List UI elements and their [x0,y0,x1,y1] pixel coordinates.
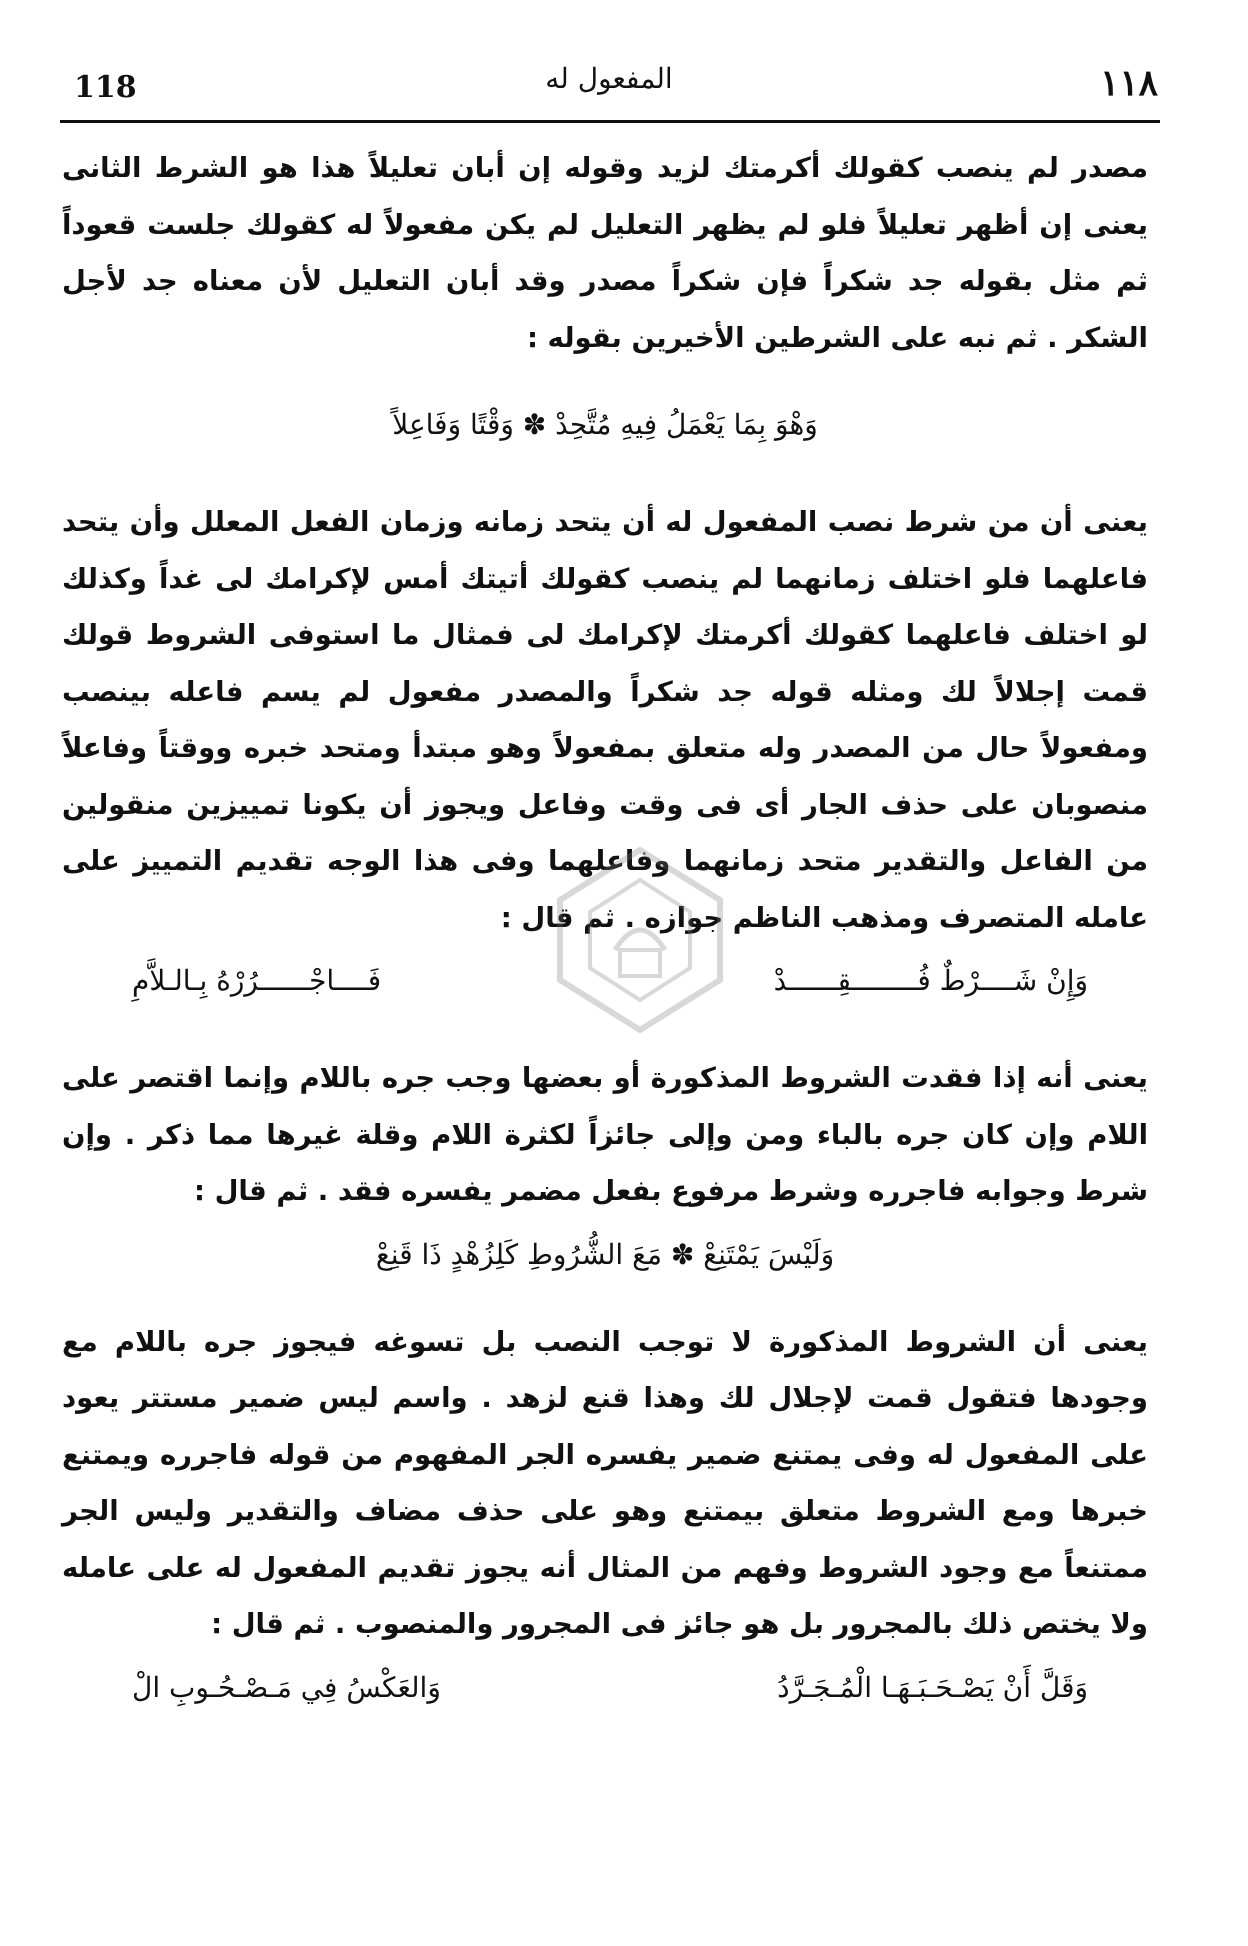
verse-4-second-hemistich: وَالعَكْسُ فِي مَـصْـحُـوبِ الْ [132,1670,441,1704]
header-rule [60,120,1160,123]
verse-4 [62,1653,1148,1723]
paragraph-1: مصدر لم ينصب كقولك أكرمتك لزيد وقوله إن أبان تعليلاً هذا هو الشرط الثانى يعنى إن أظهر تعليلاً فلو لم يظهر التعليل لم يكن مفعولاً له كقولك جلست قعوداً ثم مثل بقوله جد شكراً فإن شكراً مصدر وقد أبان التعليل لأن معناه جد لأجل الشكر . ثم نبه على الشرطين الأخيرين بقوله : [62,152,1148,354]
paragraph-4: يعنى أن الشروط المذكورة لا توجب النصب بل تسوغه فيجوز جره باللام مع وجودها فتقول قمت لإجلال لك وهذا قنع لزهد . واسم ليس ضمير مستتر يعود على المفعول له وفى يمتنع ضمير يفسره الجر المفهوم من قوله فاجرره ويمتنع خبرها ومع الشروط متعلق بيمتنع وهو على حذف مضاف والتقدير وليس الجر ممتنعاً مع وجود الشروط وفهم من المثال أنه يجوز تقديم المفعول له على عامله ولا يختص ذلك بالمجرور بل هو جائز فى المجرور والمنصوب . ثم قال : [62,1325,1148,1640]
verse-2-first-hemistich: وَإِنْ شَــــرْطٌ فُــــــــقِــــــدْ [773,964,1088,997]
running-title: المفعول له [545,62,673,95]
verse-2 [62,946,1148,1016]
paragraph-2: يعنى أن من شرط نصب المفعول له أن يتحد زمانه وزمان الفعل المعلل وأن يتحد فاعلهما فلو اختلف زمانهما لم ينصب كقولك أتيتك أمس لإكرامك لى غداً وكذلك لو اختلف فاعلهما كقولك أكرمتك لإكرامك لى فمثال ما استوفى الشروط قولك قمت إجلالاً لك ومثله قوله جد شكراً والمصدر مفعول لم يسم فاعله بينصب ومفعولاً حال من المصدر وله متعلق بمفعولاً وهو مبتدأ ومتحد خبره ووقتاً وفاعلاً منصوبان على حذف الجار أى فى وقت وفاعل ويجوز أن يكونا تمييزين منقولين من الفاعل والتقدير متحد زمانهما وفاعلهما وفى هذا الوجه تقديم التمييز على عامله المتصرف ومذهب الناظم جوازه . ثم قال : [62,506,1148,934]
verse-4-first-hemistich: وَقَلَّ أَنْ يَصْـحَـبَـهَـا الْمُـجَـرَّدُ [777,1670,1088,1704]
page-header [60,58,1158,118]
page-number-latin: 118 [74,70,137,105]
page-body [62,140,1148,1723]
verse-3: وَلَيْسَ يَمْتَنِعْ ✽ مَعَ الشُّرُوطِ كَلِزُهْدٍ ذَا قَنِعْ [375,1237,835,1271]
verse-2-second-hemistich: فَــــاجْــــــرُرْهُ بِـالـلاَّمِ [132,964,382,997]
verse-1: وَهْوَ بِمَا يَعْمَلُ فِيهِ مُتَّحِدْ ✽ وَقْتًا وَفَاعِلاً [392,408,818,441]
page-number-arabic: ١١٨ [1099,62,1158,104]
paragraph-3: يعنى أنه إذا فقدت الشروط المذكورة أو بعضها وجب جره باللام وإنما اقتصر على اللام وإن كان جره بالباء ومن وإلى جائزاً لكثرة اللام وقلة غيرها مما ذكر . وإن شرط وجوابه فاجرره وشرط مرفوع بفعل مضمر يفسره فقد . ثم قال : [62,1062,1148,1207]
